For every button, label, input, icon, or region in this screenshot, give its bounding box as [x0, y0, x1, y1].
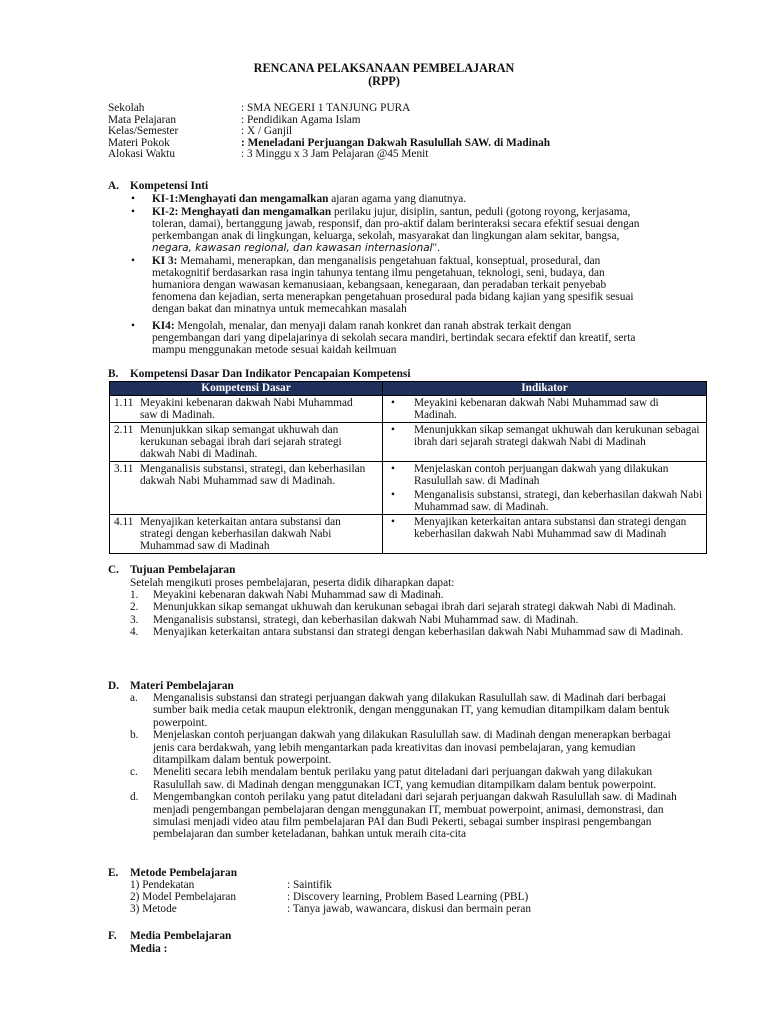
indicator-item: [387, 397, 704, 421]
section-letter: B.: [108, 368, 119, 380]
media-label: Media :: [130, 943, 168, 955]
item-text: Menyajikan keterkaitan antara substansi dan strategi dengan keberhasilan dakwah Nabi Muhammad saw di Madinah.: [153, 626, 684, 639]
ki-text: Memahami, menerapkan, dan menganalisis pengetahuan faktual, konseptual, prosedural, dan: [177, 255, 601, 267]
indicator-cell: [383, 515, 707, 554]
item-letter: c.: [130, 766, 138, 779]
indicator-cell: [383, 423, 707, 462]
indicator-item: [387, 516, 704, 540]
table-row: [110, 515, 707, 554]
kd-text: Menunjukkan sikap semangat ukhuwah dan kerukunan sebagai ibrah dari sejarah strategi dakwah Nabi di Madinah.: [140, 424, 342, 460]
materials-block: [130, 692, 690, 841]
method-label: 3) Metode: [130, 903, 177, 915]
bullet-icon: •: [391, 397, 395, 409]
section-letter: A.: [108, 180, 119, 192]
section-letter: E.: [108, 867, 119, 879]
material-item: [130, 791, 690, 841]
methods-block: [130, 879, 531, 915]
ki-text: pengembangan dari yang dipelajarinya di sekolah secara mandiri, bertindak secara efektif dan kreatif, serta: [152, 332, 636, 344]
material-item: [130, 729, 690, 766]
section-title: Tujuan Pembelajaran: [130, 564, 236, 576]
indicator-text: Menganalisis substansi, strategi, dan keberhasilan dakwah Nabi Muhammad saw. di Madinah.: [414, 489, 702, 513]
section-c-heading: [108, 564, 235, 576]
section-title: Kompetensi Dasar Dan Indikator Pencapaian Kompetensi: [130, 368, 411, 380]
bullet-icon: •: [391, 424, 395, 436]
kd-number: 2.11: [114, 424, 134, 436]
ki-text: Mengolah, menalar, dan menyaji dalam ranah konkret dan ranah abstrak terkait dengan: [174, 320, 572, 332]
ki-label: KI4:: [152, 320, 175, 332]
indicator-item: [387, 463, 704, 487]
ki-text: ".: [432, 242, 440, 254]
bullet-icon: •: [391, 463, 395, 475]
info-label: Kelas/Semester: [108, 125, 179, 138]
ki3-item: [131, 255, 690, 315]
ki-text: fenomena dan kejadian, serta menerapkan pengetahuan prosedural pada bidang kajian yang spesifik sesuai: [152, 291, 634, 303]
indicator-text: Menyajikan keterkaitan antara substansi dan strategi dengan keberhasilan dakwah Nabi Muhammad saw di Madinah: [414, 516, 687, 540]
bullet-icon: •: [391, 489, 395, 501]
info-label: Alokasi Waktu: [108, 148, 175, 161]
section-title: Materi Pembelajaran: [130, 680, 234, 692]
method-value: : Tanya jawab, wawancara, diskusi dan bermain peran: [287, 903, 531, 915]
item-letter: b.: [130, 729, 139, 742]
ki-text: perkembangan anak di lingkungan, keluarga, sekolah, masyarakat dan lingkungan alam sekitar, bangsa,: [152, 230, 620, 242]
identity-block: [108, 102, 550, 160]
kd-cell: [110, 423, 383, 462]
ki-label: KI 3:: [152, 255, 178, 267]
section-title: Media Pembelajaran: [130, 930, 232, 942]
info-label: Sekolah: [108, 102, 145, 114]
item-text: Mengembangkan contoh perilaku yang patut diteladani dari sejarah perjuangan dakwah Rasulullah saw. di Madinah menjadi pengembangan pembelajaran dengan menggunakan IT, membuat powerpoint, animasi, demonstrasi, dan simulasi menjadi video atau film pembelajaran PAI dan Budi Pekerti, sebagai sumber inspirasi pengembangan pembelajaran dan sumber keteladanan, bahkan untuk meraih cita-cita: [153, 791, 677, 841]
column-header-indicator: Indikator: [383, 382, 707, 396]
table-row: [110, 396, 707, 423]
bullet-icon: •: [131, 320, 135, 332]
objective-item: [130, 614, 690, 626]
section-letter: D.: [108, 680, 119, 692]
ki-text: mampu menggunakan metode sesuai kaidah keilmuan: [152, 344, 397, 356]
objectives-intro: Setelah mengikuti proses pembelajaran, peserta didik diharapkan dapat:: [130, 577, 455, 589]
item-text: Menganalisis substansi dan strategi perjuangan dakwah yang dilakukan Rasulullah saw. di Madinah dari berbagai sumber baik media cetak maupun elektronik, dengan menggunakan IT, yang kemudian ditampilkam dalam bentuk powerpoint.: [153, 692, 670, 729]
info-value: : 3 Minggu x 3 Jam Pelajaran @45 Menit: [241, 148, 429, 161]
item-text: Meyakini kebenaran dakwah Nabi Muhammad saw di Madinah.: [153, 589, 444, 601]
section-letter: C.: [108, 564, 119, 576]
section-d-heading: [108, 680, 234, 692]
indicator-item: [387, 489, 704, 513]
kd-cell: [110, 515, 383, 554]
indicator-text: Meyakini kebenaran dakwah Nabi Muhammad saw di Madinah.: [414, 397, 659, 421]
kd-text: Menganalisis substansi, strategi, dan keberhasilan dakwah Nabi Muhammad saw di Madinah.: [140, 463, 366, 487]
info-row: [108, 148, 550, 160]
item-text: Menjelaskan contoh perjuangan dakwah yang dilakukan Rasulullah saw. di Madinah dengan menerapkan berbagai jenis cara berdakwah, yang lebih mengantarkan pada kreativitas dan inovasi pembelajaran, yang kemudian ditampilkam dalam bentuk powerpoint.: [153, 729, 671, 767]
item-number: 4.: [130, 626, 139, 639]
section-title: Kompetensi Inti: [130, 180, 209, 192]
indicator-item: [387, 424, 704, 448]
info-row: [108, 102, 550, 114]
method-value: : Saintifik: [287, 879, 332, 891]
objective-item: [130, 626, 690, 638]
bullet-icon: •: [131, 206, 135, 218]
kd-cell: [110, 462, 383, 515]
section-f-heading: [108, 930, 231, 942]
item-letter: d.: [130, 791, 139, 804]
column-header-kd: Kompetensi Dasar: [110, 382, 383, 396]
info-row: [108, 137, 550, 149]
section-title: Metode Pembelajaran: [130, 867, 237, 879]
document-subtitle: (RPP): [368, 74, 400, 88]
item-text: Meneliti secara lebih mendalam bentuk perilaku yang patut diteladani dari perjuangan dakwah yang dilakukan Rasulullah saw. di Madinah dengan menggunakan ICT, yang kemudian ditampilkam dalam bentuk powerpoint.: [153, 766, 657, 791]
method-row: [130, 891, 531, 903]
ki-text: dengan bakat dan minatnya untuk memecahkan masalah: [152, 303, 407, 315]
info-value: : SMA NEGERI 1 TANJUNG PURA: [241, 102, 411, 114]
info-label: Materi Pokok: [108, 136, 170, 149]
ki-label: KI-2: Menghayati dan mengamalkan: [152, 206, 332, 218]
material-item: [130, 692, 690, 729]
info-value: : Pendidikan Agama Islam: [241, 113, 361, 126]
item-number: 1.: [130, 589, 139, 601]
section-b-heading: [108, 368, 410, 380]
bullet-icon: •: [131, 255, 135, 267]
section-letter: F.: [108, 930, 117, 942]
method-value: : Discovery learning, Problem Based Learning (PBL): [287, 891, 529, 903]
objective-item: [130, 601, 690, 613]
ki-text: negara, kawasan regional, dan kawasan internasional: [152, 242, 433, 254]
item-number: 3.: [130, 613, 139, 626]
method-label: 1) Pendekatan: [130, 879, 195, 891]
kd-number: 3.11: [114, 463, 134, 475]
method-label: 2) Model Pembelajaran: [130, 891, 237, 903]
objective-item: [130, 589, 690, 601]
kd-text: Menyajikan keterkaitan antara substansi dan strategi dengan keberhasilan dakwah Nabi Muhammad saw di Madinah: [140, 516, 341, 552]
ki1-item: [131, 193, 690, 205]
section-a-heading: [108, 180, 208, 192]
ki-text: metakognitif berdasarkan rasa ingin tahunya tentang ilmu pengetahuan, teknologi, seni, budaya, dan: [152, 267, 605, 279]
indicator-cell: [383, 462, 707, 515]
material-item: [130, 766, 690, 791]
ki-text: perilaku jujur, disiplin, santun, peduli (gotong royong, kerjasama,: [331, 206, 631, 218]
ki-text: humaniora dengan wawasan kemanusiaan, kebangsaan, kenegaraan, dan peradaban terkait penyebab: [152, 279, 607, 291]
bullet-icon: •: [391, 516, 395, 528]
ki-text: toleran, damai), bertanggung jawab, responsif, dan pro-aktif dalam berinteraksi secara efektif sesuai dengan: [152, 218, 640, 230]
item-text: Menunjukkan sikap semangat ukhuwah dan kerukunan sebagai ibrah dari sejarah strategi dakwah Nabi di Madinah.: [153, 601, 676, 614]
method-row: [130, 879, 531, 891]
competency-table: [109, 381, 707, 554]
ki-text: ajaran agama yang dianutnya.: [328, 193, 467, 205]
item-number: 2.: [130, 601, 139, 614]
document-title: RENCANA PELAKSANAAN PEMBELAJARAN: [253, 61, 515, 75]
ki-label: KI-1:Menghayati dan mengamalkan: [152, 193, 329, 205]
kd-number: 1.11: [114, 397, 134, 409]
indicator-text: Menjelaskan contoh perjuangan dakwah yang dilakukan Rasulullah saw. di Madinah: [414, 463, 669, 487]
indicator-cell: [383, 396, 707, 423]
info-value: : Meneladani Perjuangan Dakwah Rasulullah SAW. di Madinah: [241, 136, 551, 149]
ki4-item: [131, 320, 690, 356]
info-value: : X / Ganjil: [241, 125, 293, 138]
kd-cell: [110, 396, 383, 423]
table-row: [110, 462, 707, 515]
kd-number: 4.11: [114, 516, 134, 528]
method-row: [130, 903, 531, 915]
info-row: [108, 125, 550, 137]
table-row: [110, 423, 707, 462]
section-e-heading: [108, 867, 237, 879]
kd-text: Meyakini kebenaran dakwah Nabi Muhammad saw di Madinah.: [140, 397, 353, 421]
info-row: [108, 114, 550, 126]
bullet-icon: •: [131, 193, 135, 205]
objectives-block: [130, 577, 690, 639]
item-text: Menganalisis substansi, strategi, dan keberhasilan dakwah Nabi Muhammad saw. di Madinah.: [153, 613, 579, 626]
info-label: Mata Pelajaran: [108, 113, 177, 126]
indicator-text: Menunjukkan sikap semangat ukhuwah dan kerukunan sebagai ibrah dari sejarah strategi dakwah Nabi di Madinah: [414, 424, 700, 448]
item-letter: a.: [130, 692, 138, 704]
ki2-item: [131, 206, 690, 254]
